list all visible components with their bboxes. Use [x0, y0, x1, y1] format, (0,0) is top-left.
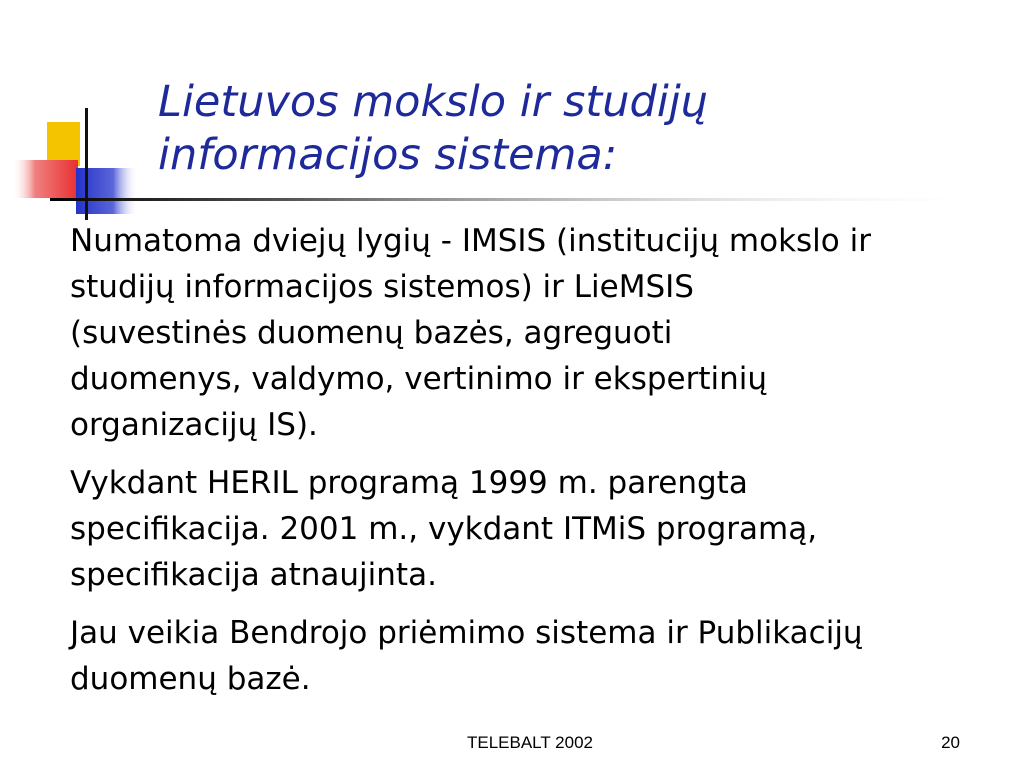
bullet-item	[70, 218, 1010, 448]
logo-yellow-square	[47, 122, 80, 166]
bullet-item	[70, 610, 1010, 702]
title-line: Lietuvos mokslo ir studijų	[158, 77, 708, 127]
bullet-line: duomenų bazė.	[70, 661, 311, 697]
footer-text: TELEBALT 2002	[466, 733, 593, 752]
bullet-line: duomenys, valdymo, vertinimo ir ekspertinių	[70, 361, 768, 397]
page-number: 20	[941, 733, 960, 752]
bullet-line: specifikacija atnaujinta.	[70, 557, 437, 593]
bullet-list	[70, 218, 1010, 714]
bullet-line: Vykdant HERIL programą 1999 m. parengta	[70, 465, 748, 501]
bullet-line: Numatoma dviejų lygių - IMSIS (institucijų mokslo ir	[70, 223, 871, 259]
logo-blue-square	[76, 168, 138, 214]
logo-red-bar	[12, 160, 78, 198]
bullet-line: organizacijų IS).	[70, 407, 318, 443]
title-line: informacijos sistema:	[158, 130, 618, 180]
logo-horizontal-line	[50, 198, 1010, 201]
slide-title	[158, 76, 978, 182]
bullet-line: (suvestinės duomenų bazės, agreguoti	[70, 315, 673, 351]
bullet-line: studijų informacijos sistemos) ir LieMSIS	[70, 269, 694, 305]
bullet-line: specifikacija. 2001 m., vykdant ITMiS programą,	[70, 511, 818, 547]
bullet-item	[70, 460, 1010, 598]
bullet-line: Jau veikia Bendrojo priėmimo sistema ir Publikacijų	[70, 615, 863, 651]
logo-vertical-line	[85, 108, 88, 220]
